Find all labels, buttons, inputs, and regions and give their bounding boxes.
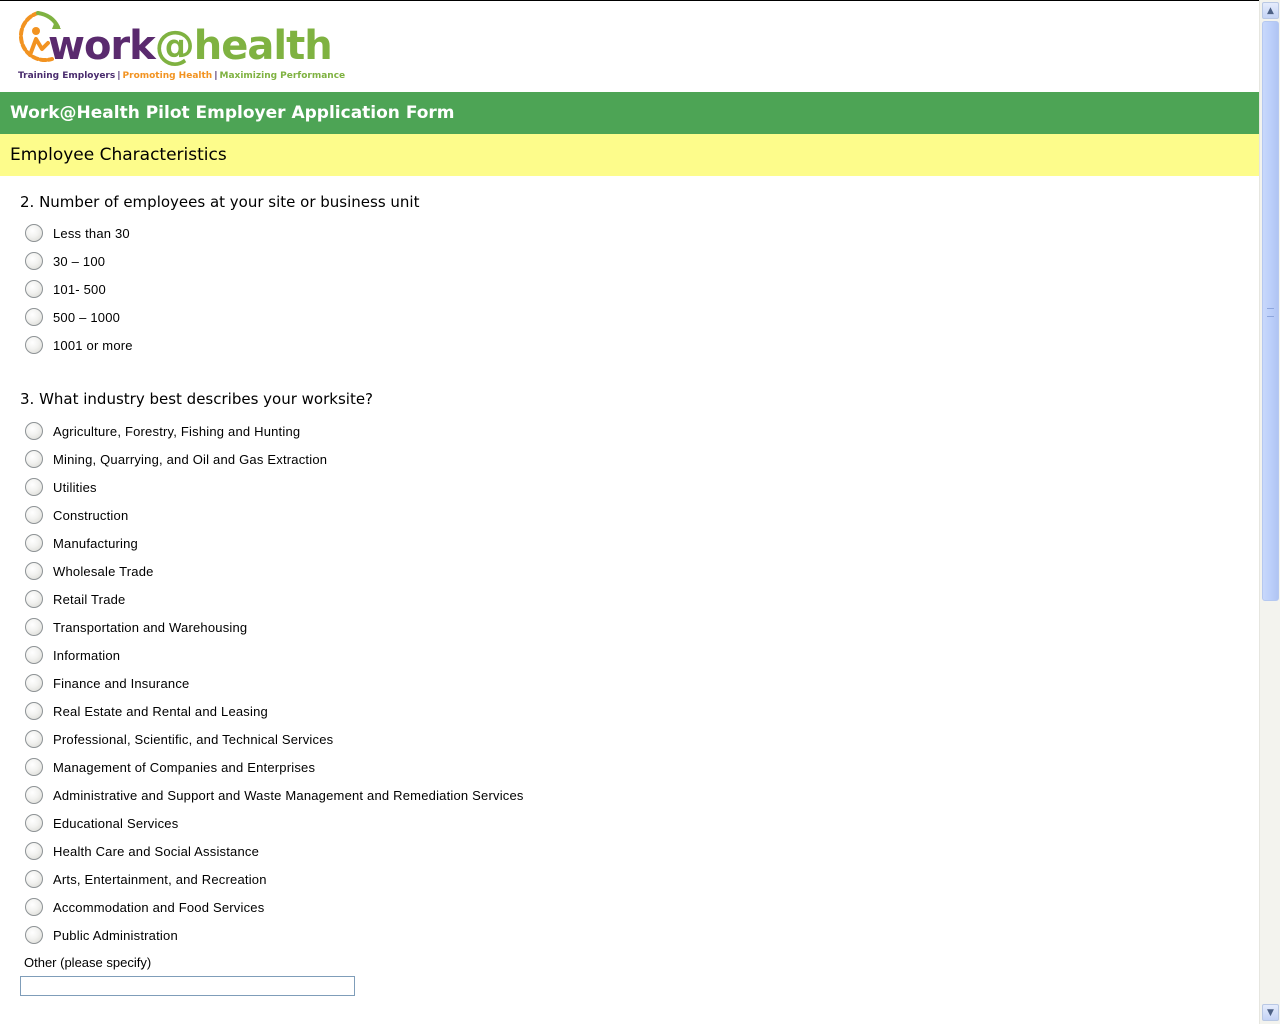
- industry-radio-button[interactable]: [25, 786, 43, 804]
- logo-wordmark: [48, 23, 332, 69]
- industry-radio-button[interactable]: [25, 702, 43, 720]
- employees-option-label: 30 – 100: [53, 253, 106, 269]
- industry-option[interactable]: [25, 700, 268, 722]
- industry-radio-button[interactable]: [25, 898, 43, 916]
- scroll-up-button[interactable]: [1262, 2, 1279, 19]
- industry-radio-button[interactable]: [25, 674, 43, 692]
- scrollbar-grip-icon: [1267, 308, 1274, 317]
- industry-option[interactable]: [25, 616, 247, 638]
- industry-option[interactable]: [25, 448, 327, 470]
- industry-radio-button[interactable]: [25, 618, 43, 636]
- industry-option[interactable]: [25, 532, 138, 554]
- industry-option[interactable]: [25, 812, 178, 834]
- industry-option[interactable]: [25, 644, 120, 666]
- industry-option-label: Educational Services: [53, 815, 179, 831]
- logo-tagline-1: Training Employers: [18, 71, 116, 81]
- logo-tagline-sep-1: |: [117, 71, 121, 81]
- employees-radio-button[interactable]: [25, 336, 43, 354]
- employees-radio-button[interactable]: [25, 280, 43, 298]
- other-specify-input[interactable]: [20, 976, 355, 996]
- industry-option-label: Manufacturing: [53, 535, 138, 551]
- industry-option-label: Information: [53, 647, 121, 663]
- employees-option[interactable]: [25, 334, 133, 356]
- industry-option[interactable]: [25, 588, 126, 610]
- employees-option[interactable]: [25, 250, 105, 272]
- industry-radio-button[interactable]: [25, 870, 43, 888]
- industry-radio-button[interactable]: [25, 758, 43, 776]
- industry-radio-button[interactable]: [25, 478, 43, 496]
- scroll-up-arrow-icon: ▲: [1267, 5, 1274, 16]
- vertical-scrollbar[interactable]: [1259, 0, 1280, 1024]
- logo-tagline-3: Maximizing Performance: [219, 71, 346, 81]
- logo-word-work: work: [48, 23, 155, 69]
- industry-option[interactable]: [25, 504, 128, 526]
- industry-option[interactable]: [25, 896, 264, 918]
- industry-radio-button[interactable]: [25, 730, 43, 748]
- logo-tagline: [18, 71, 345, 81]
- question-3-label: 3. What industry best describes your worksite?: [20, 390, 374, 408]
- employees-option-label: 500 – 1000: [53, 309, 121, 325]
- workhealth-logo: [8, 9, 346, 87]
- form-title-bar: Work@Health Pilot Employer Application Form: [0, 92, 1259, 134]
- industry-option-label: Real Estate and Rental and Leasing: [53, 703, 268, 719]
- industry-option-label: Accommodation and Food Services: [53, 899, 265, 915]
- industry-option-label: Health Care and Social Assistance: [53, 843, 260, 859]
- industry-option[interactable]: [25, 924, 178, 946]
- industry-radio-button[interactable]: [25, 562, 43, 580]
- industry-option[interactable]: [25, 840, 259, 862]
- industry-option-label: Administrative and Support and Waste Management and Remediation Services: [53, 787, 524, 803]
- employees-option-label: Less than 30: [53, 225, 130, 241]
- industry-option-label: Utilities: [53, 479, 97, 495]
- industry-option-label: Construction: [53, 507, 129, 523]
- industry-radio-button[interactable]: [25, 842, 43, 860]
- industry-option[interactable]: [25, 756, 315, 778]
- industry-option[interactable]: [25, 728, 333, 750]
- logo-word-health: @health: [154, 23, 332, 69]
- industry-radio-button[interactable]: [25, 926, 43, 944]
- industry-option[interactable]: [25, 868, 267, 890]
- industry-radio-button[interactable]: [25, 450, 43, 468]
- industry-option-label: Professional, Scientific, and Technical Services: [53, 731, 334, 747]
- section-title-bar: Employee Characteristics: [0, 134, 1259, 176]
- industry-option[interactable]: [25, 420, 300, 442]
- employees-option[interactable]: [25, 222, 130, 244]
- industry-option-label: Retail Trade: [53, 591, 126, 607]
- industry-option-label: Mining, Quarrying, and Oil and Gas Extraction: [53, 451, 328, 467]
- industry-option-label: Wholesale Trade: [53, 563, 154, 579]
- employees-option-label: 101- 500: [53, 281, 106, 297]
- scroll-down-button[interactable]: [1262, 1004, 1279, 1021]
- industry-radio-button[interactable]: [25, 506, 43, 524]
- industry-radio-button[interactable]: [25, 646, 43, 664]
- industry-option[interactable]: [25, 560, 154, 582]
- industry-option-label: Transportation and Warehousing: [53, 619, 248, 635]
- industry-option[interactable]: [25, 672, 189, 694]
- other-specify-label: Other (please specify): [24, 955, 152, 970]
- industry-option-label: Management of Companies and Enterprises: [53, 759, 316, 775]
- employees-option-label: 1001 or more: [53, 337, 133, 353]
- employees-radio-button[interactable]: [25, 224, 43, 242]
- industry-option-label: Arts, Entertainment, and Recreation: [53, 871, 267, 887]
- question-2-label: 2. Number of employees at your site or business unit: [20, 193, 420, 211]
- employees-radio-button[interactable]: [25, 252, 43, 270]
- industry-radio-button[interactable]: [25, 422, 43, 440]
- logo-tagline-2: Promoting Health: [122, 71, 213, 81]
- logo-tagline-sep-2: |: [214, 71, 218, 81]
- employees-option[interactable]: [25, 278, 106, 300]
- industry-radio-button[interactable]: [25, 814, 43, 832]
- scroll-down-arrow-icon: ▼: [1267, 1007, 1274, 1018]
- industry-radio-button[interactable]: [25, 534, 43, 552]
- employees-option[interactable]: [25, 306, 120, 328]
- employees-radio-button[interactable]: [25, 308, 43, 326]
- industry-option[interactable]: [25, 476, 97, 498]
- scrollbar-thumb[interactable]: [1262, 21, 1279, 601]
- industry-radio-button[interactable]: [25, 590, 43, 608]
- industry-option-label: Agriculture, Forestry, Fishing and Hunting: [53, 423, 301, 439]
- industry-option[interactable]: [25, 784, 524, 806]
- industry-option-label: Finance and Insurance: [53, 675, 190, 691]
- industry-option-label: Public Administration: [53, 927, 178, 943]
